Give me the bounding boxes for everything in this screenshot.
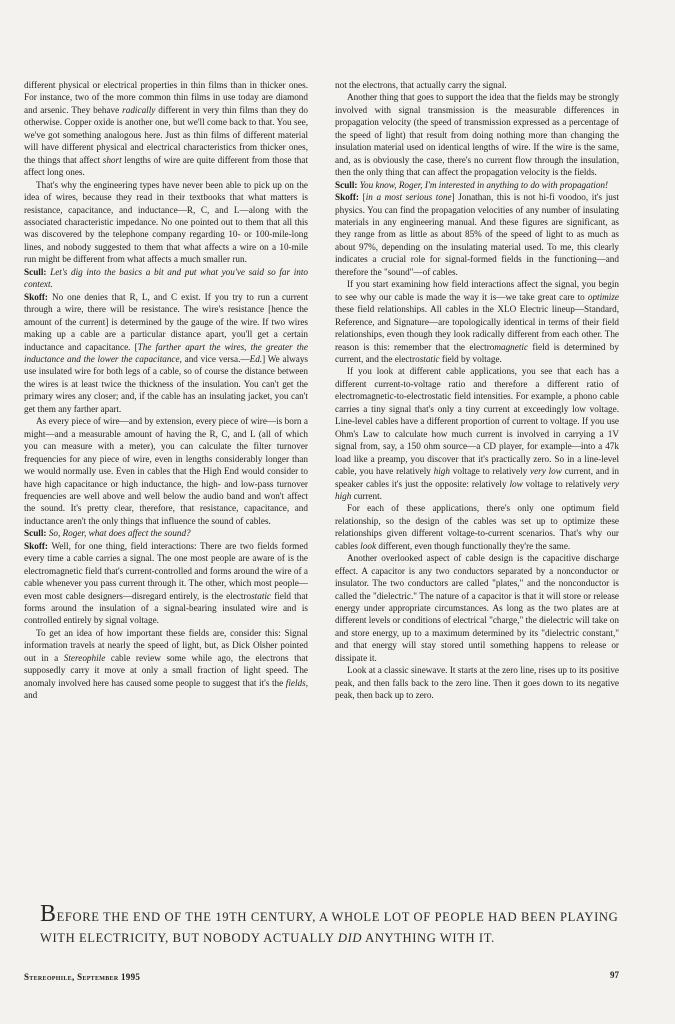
interviewer-question: Scull: You know, Roger, I'm interested in anything to do with propagation! <box>335 179 609 190</box>
interviewer-question: Scull: Let's dig into the basics a bit and put what you've said so far into context. <box>24 266 308 290</box>
interviewee-answer: Skoff: No one denies that R, L, and C exist. If you try to run a current through a wire, there will be resistance. The wire's resistance [hence the amount of the current] is determined by the gauge of the wire. If two wires making up a cable are a particular distance apart, you'll get a certain inductance and capacitance. [The farther apart the wires, the greater the inductance and the lower the capacitance, and vice versa.—Ed.] We always use insulated wire for both legs of a cable, so of course the distance between the wires is at least twice the thickness of the insulation. You can't get the primary wires any closer; and, if the cable has an insulating jacket, you can't get them any farther apart. <box>24 291 309 414</box>
body-paragraph: not the electrons, that actually carry the signal. <box>335 80 507 90</box>
speaker-name: Skoff: <box>24 540 48 551</box>
pull-quote-dropcap: B <box>40 901 57 927</box>
footer-publication: Stereophile, September 1995 <box>24 972 141 982</box>
speaker-name: Skoff: <box>24 291 48 302</box>
body-paragraph: As every piece of wire—and by extension, every piece of wire—is born a might—and a measurable amount of having the R, C, and L (all of which you can measure with a meter), you can calculate the filter turnover frequencies for any piece of wire, even in lengths considerably longer than we would normally use. Even in cables that the High End would consider to have high capacitance or high inductance, the high- and low-pass turnover frequencies are well above and well below the audio band and won't affect the sound. It's pretty clear, therefore, that resistance, capacitance, and inductance aren't the only things that influence the sound of cables. <box>24 416 308 526</box>
right-column <box>335 79 619 702</box>
body-paragraph: That's why the engineering types have never been able to pick up on the idea of wires, because they read in their textbooks that what matters is resistance, capacitance, and inductance—R, C, and L—along with the associated characteristic impedance. No one pointed out to them that all this was discovered by the telephone company regarding 10- or 100-mile-long lines, and nobody suggested to them that what affects a wire on a 10-mile run might be different from what affects a much smaller run. <box>24 179 308 265</box>
body-paragraph: Another overlooked aspect of cable design is the capacitive discharge effect. A capacitor is any two conductors separated by a nonconductor or insulator. The two conductors are called "plates," and the nonconductor is called the "dielectric." The nature of a capacitor is that it will store or release energy under appropriate circumstances. As long as the two plates are at different levels or conditions of electrical "charge," the dielectric will take on and store energy, up to a maximum determined by its "dielectric constant," and that energy will stay stored until something happens to release or dissipate it. <box>335 553 619 663</box>
speaker-name: Scull: <box>24 266 47 277</box>
interviewee-answer: Skoff: [in a most serious tone] Jonathan, this is not hi-fi voodoo, it's just physics. You can find the propagation velocities of any number of insulating materials in any engineering manual. And these figures are significant, as they range from as little as about 85% of the speed of light to as much as about 97%, depending on the insulating material used. To me, this clearly indicates a crucial role for signal-formed fields in the functioning—and therefore the "sound"—of cables. <box>335 192 620 277</box>
body-paragraph: If you start examining how field interactions affect the signal, you begin to see why our cable is made the way it is—we take great care to optimize these field relationships. All cables in the XLO Electric lineup—Standard, Reference, and Signature—are topologically identical in terms of their field relationships, even though they look radically different from each other. The reason is this: remember that the electromagnetic field is determined by current, and the electrostatic field by voltage. <box>335 279 619 364</box>
speaker-name: Skoff: <box>335 192 359 203</box>
body-paragraph: different physical or electrical properties in thin films than in thicker ones. For instance, two of the more common thin films in use today are diamond and arsenic. They behave radically different in very thin films than they do otherwise. Copper oxide is another one, but we'll come back to that. You see, we've got something analogous here. Just as thin films of different material will have different physical and electrical characteristics from thicker ones, the things that affect short lengths of wire are quite different from those that affect long ones. <box>24 80 309 178</box>
body-paragraph: Look at a classic sinewave. It starts at the zero line, rises up to its positive peak, and then falls back to the zero line. Then it goes down to its negative peak, then back up to zero. <box>335 665 619 701</box>
left-column <box>24 79 308 702</box>
interviewee-answer: Skoff: Well, for one thing, field interactions: There are two fields formed every time a cable carries a signal. The one most people are aware of is the electromagnetic field that's current-controlled and forms around the wire of a cable whenever you pass current through it. The other, which most people—even most cable designers—disregard entirely, is the electrostatic field that forms around the insulation of a signal-bearing insulated wire and is controlled entirely by signal voltage. <box>24 540 308 626</box>
body-paragraph: Another thing that goes to support the idea that the fields may be strongly involved with signal transmission is the measurable differences in propagation velocity (the speed of transmission expressed as a percentage of the speed of light) that result from doing nothing more than changing the insulation material used on identical lengths of wire. If the wire is the same, and, as is obviously the case, there's no current flow through the insulation, then the only thing that can affect the propagation velocity is the fields. <box>335 92 619 178</box>
speaker-name: Scull: <box>24 528 47 539</box>
speaker-name: Scull: <box>335 179 358 190</box>
body-paragraph: For each of these applications, there's only one optimum field relationship, so the design of the cables was set up to optimize these relationships given different voltage-to-current scenarios. That's why our cables look different, even though functionally they're the same. <box>335 503 619 551</box>
pull-quote: BEFORE THE END OF THE 19TH CENTURY, A WHOLE LOT OF PEOPLE HAD BEEN PLAYING WITH ELECTRICITY, BUT NOBODY ACTUALLY DID ANYTHING WITH IT. <box>40 901 619 945</box>
body-paragraph: To get an idea of how important these fields are, consider this: Signal information travels at nearly the speed of light, but, as Dick Olsher pointed out in a Stereophile cable review some while ago, the electrons that supposedly carry it move at only a small fraction of light speed. The anomaly involved here has caused some people to suggest that it's the fields, and <box>24 627 309 701</box>
interviewer-question: Scull: So, Roger, what does affect the sound? <box>24 528 191 539</box>
page-number: 97 <box>610 970 619 980</box>
body-paragraph: If you look at different cable applications, you see that each has a different current-to-voltage ratio and therefore a different ratio of electromagnetic-to-electrostatic field intensities. For example, a phono cable carries a tiny signal that's only a tiny current at exceedingly low voltage. Line-level cables have a different proportion of current to voltage. If you use Ohm's Law to calculate how much current is involved in carrying a 1V signal from, say, a 150 ohm source—a CD player, for example—into a 47k load like a preamp, you discover that it's practically zero. So in a line-level cable, you have relatively high voltage to relatively very low current, and in speaker cables it's just the opposite: relatively low voltage to relatively very high current. <box>335 366 619 501</box>
